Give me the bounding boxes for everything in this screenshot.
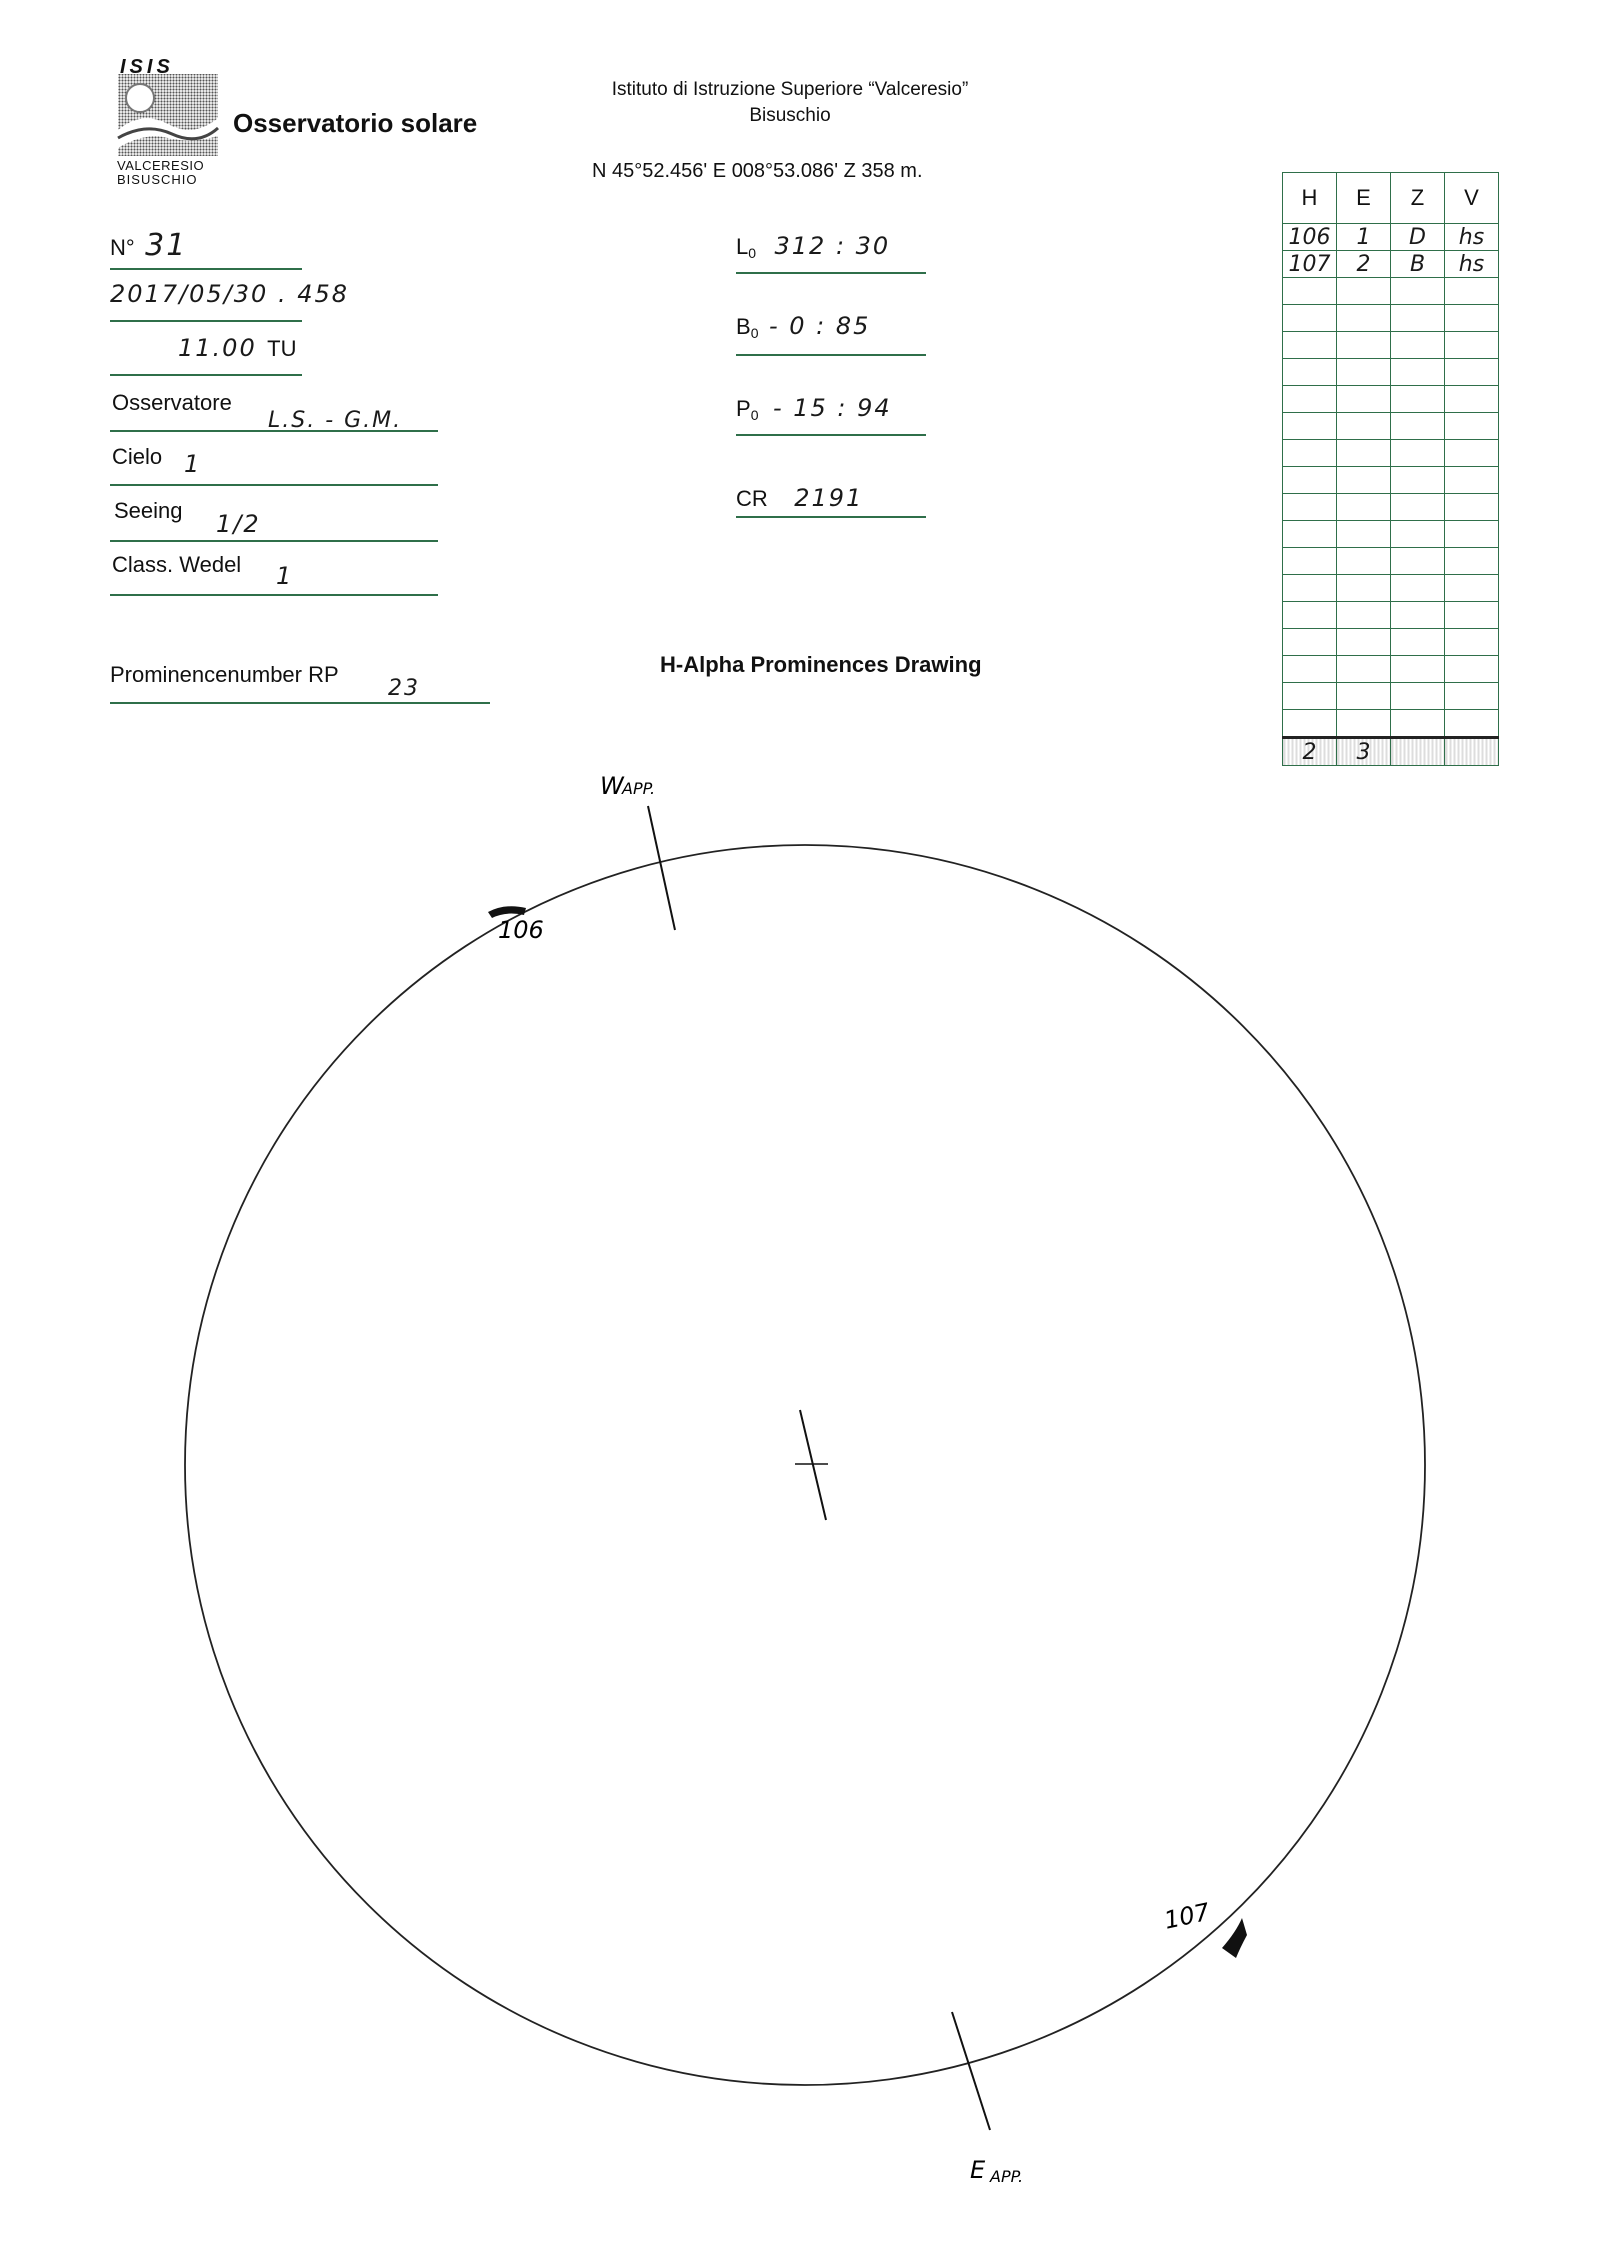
west-label: W (600, 772, 624, 800)
total-e: 3 (1337, 738, 1391, 766)
table-cell: 1 (1337, 224, 1391, 251)
number-value: 31 (145, 228, 188, 263)
total-h: 2 (1283, 738, 1337, 766)
logo-caption-bisuschio: BISUSCHIO (117, 172, 198, 187)
logo-caption-valceresio: VALCERESIO (117, 158, 205, 173)
b0-subscript: 0 (750, 325, 759, 342)
east-axis-mark (952, 2012, 990, 2130)
table-cell: hs (1445, 224, 1499, 251)
number-label: N° (110, 235, 135, 260)
table-cell: 106 (1283, 224, 1337, 251)
cr-label: CR (736, 486, 768, 511)
table-cell: D (1391, 224, 1445, 251)
prominence-106-label: 106 (498, 916, 544, 944)
east-label: E (970, 2156, 986, 2184)
wedel-label: Class. Wedel (112, 552, 242, 577)
cr-value: 2191 (794, 484, 864, 512)
prominence-number-label: Prominencenumber RP (110, 662, 339, 687)
station-coordinates: N 45°52.456' E 008°53.086' Z 358 m. (592, 160, 923, 182)
solar-limb (185, 845, 1425, 2085)
table-cell: 2 (1337, 251, 1391, 278)
table-cell: B (1391, 251, 1445, 278)
date-value: 2017/05/30 . 458 (110, 280, 350, 308)
wedel-value: 1 (276, 562, 294, 590)
l0-subscript: 0 (748, 245, 757, 262)
sky-label: Cielo (112, 444, 163, 469)
table-cell: 107 (1283, 251, 1337, 278)
observer-value: L.S. - G.M. (268, 408, 403, 433)
table-cell: hs (1445, 251, 1499, 278)
time-value: 11.00 (178, 334, 257, 362)
prominence-107-label: 107 (1161, 1897, 1213, 1935)
drawing-title: H-Alpha Prominences Drawing (660, 652, 982, 677)
l0-value: 312 : 30 (774, 232, 891, 260)
l0-label: L (736, 234, 749, 259)
column-header-e: E (1337, 173, 1391, 224)
prominence-number-value: 23 (388, 676, 420, 701)
west-sub: APP. (622, 779, 656, 798)
p0-value: - 15 : 94 (772, 394, 892, 422)
seeing-value: 1/2 (216, 510, 261, 538)
column-header-z: Z (1391, 173, 1445, 224)
p0-label: P (736, 396, 751, 421)
institute-name: Istituto di Istruzione Superiore “Valceresio” (611, 79, 969, 100)
west-axis-mark (648, 806, 675, 930)
column-header-h: H (1283, 173, 1337, 224)
sky-value: 1 (184, 450, 202, 478)
b0-label: B (736, 314, 751, 339)
east-sub: APP. (990, 2167, 1024, 2186)
prominence-107-mark (1222, 1918, 1247, 1958)
b0-value: - 0 : 85 (768, 312, 871, 340)
p0-subscript: 0 (750, 407, 759, 424)
seeing-label: Seeing (114, 498, 183, 523)
center-axis (800, 1410, 826, 1520)
logo-wordmark: ISIS (120, 56, 174, 78)
institute-town: Bisuschio (749, 105, 831, 126)
column-header-v: V (1445, 173, 1499, 224)
time-unit: TU (267, 336, 297, 361)
observatory-title: Osservatorio solare (233, 108, 478, 138)
observer-label: Osservatore (112, 390, 232, 415)
